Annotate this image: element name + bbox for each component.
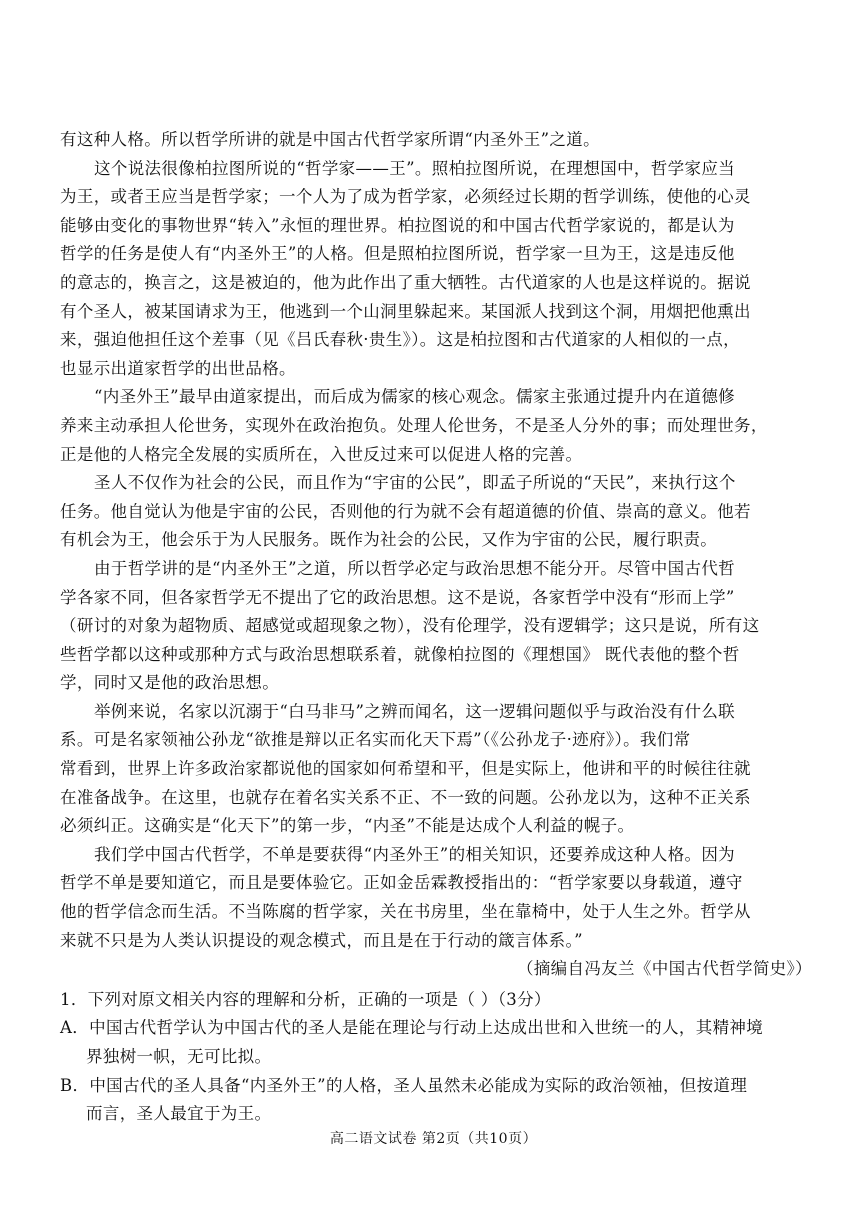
page-footer: 高二语文试卷 第2页（共10页） xyxy=(329,1131,538,1147)
option-b-continued: 而言，圣人最宜于为王。 xyxy=(86,1104,272,1124)
option-b: B．中国古代的圣人具备“内圣外王”的人格，圣人虽然未必能成为实际的政治领袖，但按道理 xyxy=(60,1075,748,1095)
article-line: 哲学的任务是使人有“内圣外王”的人格。但是照柏拉图所说，哲学家一旦为王，这是违反他 xyxy=(60,244,735,264)
article-line: 些哲学都以这种或那种方式与政治思想联系着，就像柏拉图的《理想国》 既代表他的整个哲 xyxy=(60,644,740,664)
article-line: 任务。他自觉认为他是宇宙的公民，否则他的行为就不会有超道德的价值、崇高的意义。他若 xyxy=(60,501,751,521)
article-line: 由于哲学讲的是“内圣外王”之道，所以哲学必定与政治思想不能分开。尽管中国古代哲 xyxy=(94,558,736,578)
question-title: 1．下列对原文相关内容的理解和分析，正确的一项是（ ）（3分） xyxy=(60,989,551,1009)
article-line: 养来主动承担人伦世务，实现外在政治抱负。处理人伦世务，不是圣人分外的事；而处理世务， xyxy=(60,415,768,435)
option-a: A．中国古代哲学认为中国古代的圣人是能在理论与行动上达成出世和入世统一的人，其精神境 xyxy=(60,1018,764,1038)
article-line: （研讨的对象为超物质、超感觉或超现象之物），没有伦理学，没有逻辑学；这只是说，所有这 xyxy=(60,616,760,636)
article-line: 也显示出道家哲学的出世品格。 xyxy=(60,358,296,378)
article-line: 我们学中国古代哲学，不单是要获得“内圣外王”的相关知识，还要养成这种人格。因为 xyxy=(94,844,736,864)
article-line: 能够由变化的事物世界“转入”永恒的理世界。柏拉图说的和中国古代哲学家说的，都是认为 xyxy=(60,215,735,235)
article-line: 有机会为王，他会乐于为人民服务。既作为社会的公民，又作为宇宙的公民，履行职责。 xyxy=(60,530,718,550)
article-line: 圣人不仅作为社会的公民，而且作为“宇宙的公民”，即孟子所说的“天民”，来执行这个 xyxy=(94,473,736,493)
article-line: 来，强迫他担任这个差事（见《吕氏春秋·贵生》）。这是柏拉图和古代道家的人相似的一点， xyxy=(60,330,740,350)
article-line: 在准备战争。在这里，也就存在着名实关系不正、不一致的问题。公孙龙以为，这种不正关系 xyxy=(60,787,751,807)
article-line: 举例来说，名家以沉溺于“白马非马”之辨而闻名，这一逻辑问题似乎与政治没有什么联 xyxy=(94,701,736,721)
article xyxy=(60,126,812,1129)
article-source: （摘编自冯友兰《中国古代哲学简史》） xyxy=(516,959,812,979)
article-line: 有个圣人，被某国请求为王，他逃到一个山洞里躲起来。某国派人找到这个洞，用烟把他熏出 xyxy=(60,301,751,321)
article-line: 有这种人格。所以哲学所讲的就是中国古代哲学家所谓“内圣外王”之道。 xyxy=(60,130,600,149)
article-line: 来就不只是为人类认识提设的观念模式，而且是在于行动的箴言体系。” xyxy=(60,930,583,950)
article-line: 他的哲学信念而生活。不当陈腐的哲学家，关在书房里，坐在靠椅中，处于人生之外。哲学从 xyxy=(60,902,751,922)
option-a-continued: 界独树一帜，无可比拟。 xyxy=(86,1047,272,1066)
article-line: 哲学不单是要知道它，而且是要体验它。正如金岳霖教授指出的：“哲学家要以身载道，遵守 xyxy=(60,873,743,893)
article-line: 学各家不同，但各家哲学无不提出了它的政治思想。这不是说，各家哲学中没有“形而上学” xyxy=(60,587,735,607)
article-line: 必须纠正。这确实是“化天下”的第一步，“内圣”不能是达成个人利益的幌子。 xyxy=(60,816,635,836)
article-line: 常看到，世界上许多政治家都说他的国家如何希望和平，但是实际上，他讲和平的时候往往就 xyxy=(60,759,751,779)
article-line: “内圣外王”最早由道家提出，而后成为儒家的核心观念。儒家主张通过提升内在道德修 xyxy=(94,387,736,407)
article-line: 正是他的人格完全发展的实质所在，入世反过来可以促进人格的完善。 xyxy=(60,444,583,464)
article-line: 的意志的，换言之，这是被迫的，他为此作出了重大牺牲。古代道家的人也是这样说的。据说 xyxy=(60,272,751,292)
article-line: 为王，或者王应当是哲学家；一个人为了成为哲学家，必须经过长期的哲学训练，使他的心灵 xyxy=(60,187,751,207)
article-line: 学，同时又是他的政治思想。 xyxy=(60,673,280,693)
article-line: 这个说法很像柏拉图所说的“哲学家——王”。照柏拉图所说，在理想国中，哲学家应当 xyxy=(94,158,736,178)
article-line: 系。可是名家领袖公孙龙“欲推是辩以正名实而化天下焉”（《公孙龙子·迹府》）。我们常 xyxy=(60,730,691,750)
